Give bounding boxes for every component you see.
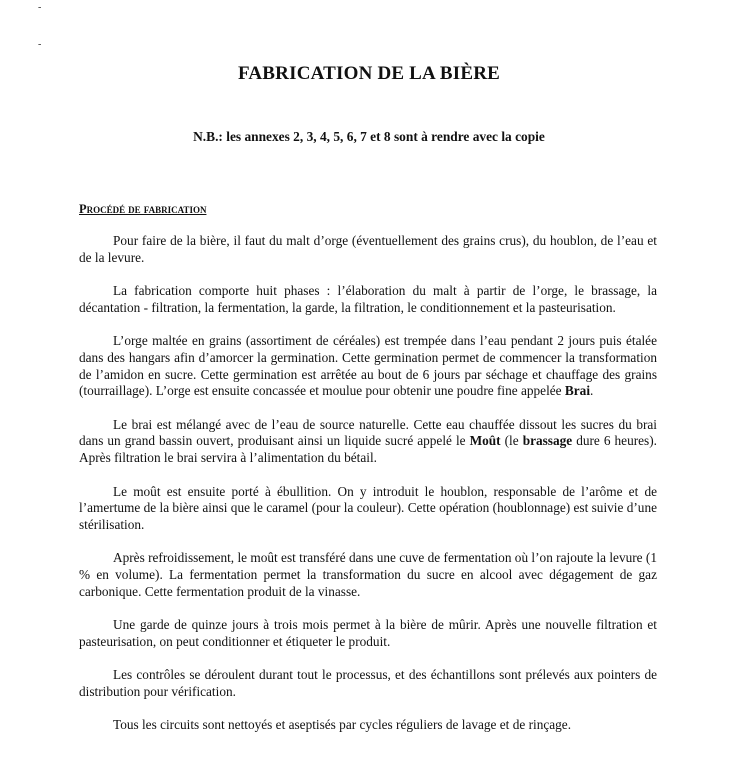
paragraph-text: . <box>590 383 594 399</box>
paragraph-boiling: Le moût est ensuite porté à ébullition. On y introduit le houblon, responsable de l’arôme et de l’amertume de la bière ainsi que le caramel (pour la couleur). Cette opération (houblonnage) est suivie d’une stérilisation. <box>79 483 657 532</box>
paragraph-phases: La fabrication comporte huit phases : l’élaboration du malt à partir de l’orge, le brassage, la décantation - filtration, la fermentation, la garde, la filtration, le conditionnement et la pasteurisation. <box>79 283 657 315</box>
paragraph-text: (le <box>500 433 523 449</box>
margin-mark: - <box>38 39 42 50</box>
nb-note: N.B.: les annexes 2, 3, 4, 5, 6, 7 et 8 sont à rendre avec la copie <box>193 129 545 144</box>
paragraph-text: dure 6 heures). Après filtration le brai servira à l’alimentation du bétail. <box>79 433 657 465</box>
paragraph-malting <box>79 333 657 399</box>
margin-mark: - <box>38 2 42 13</box>
paragraph-controls: Les contrôles se déroulent durant tout le processus, et des échantillons sont prélevés aux pointers de distribution pour vérification. <box>79 667 657 699</box>
bold-term-mout: Moût <box>469 433 501 449</box>
bold-term-brai: Brai <box>564 383 591 399</box>
paragraph-fermentation: Après refroidissement, le moût est transféré dans une cuve de fermentation où l’on rajoute la levure (1 % en volume). La fermentation permet la transformation du sucre en alcool avec dégagement de gaz carbonique. Cette fermentation produit de la vinasse. <box>79 550 657 599</box>
section-heading: Procédé de fabrication <box>79 202 207 216</box>
paragraph-text: Le brai est mélangé avec de l’eau de source naturelle. Cette eau chauffée dissout les sucres du brai dans un grand bassin ouvert, produisant ainsi un liquide sucré appelé le <box>79 416 657 449</box>
paragraph-cleaning: Tous les circuits sont nettoyés et aseptisés par cycles réguliers de lavage et de rinçage. <box>113 717 572 733</box>
paragraph-brewing <box>79 417 657 467</box>
bold-term-brassage: brassage <box>522 433 573 449</box>
paragraph-maturation: Une garde de quinze jours à trois mois permet à la bière de mûrir. Après une nouvelle filtration et pasteurisation, on peut conditionner et étiqueter le produit. <box>79 617 657 649</box>
paragraph-text: L’orge maltée en grains (assortiment de céréales) est trempée dans l’eau pendant 2 jours puis étalée dans des hangars afin d’amorcer la germination. Cette germination permet de commencer la transformation de l’amidon en sucre. Cette germination est arrêtée au bout de 6 jours par séchage et chauffage des grains (tourraillage). L’orge est ensuite concassée et moulue pour obtenir une poudre fine appelée <box>79 333 657 399</box>
page-title: FABRICATION DE LA BIÈRE <box>237 63 501 84</box>
paragraph-ingredients: Pour faire de la bière, il faut du malt d’orge (éventuellement des grains crus), du houblon, de l’eau et de la levure. <box>79 233 657 265</box>
document-body <box>79 233 657 751</box>
